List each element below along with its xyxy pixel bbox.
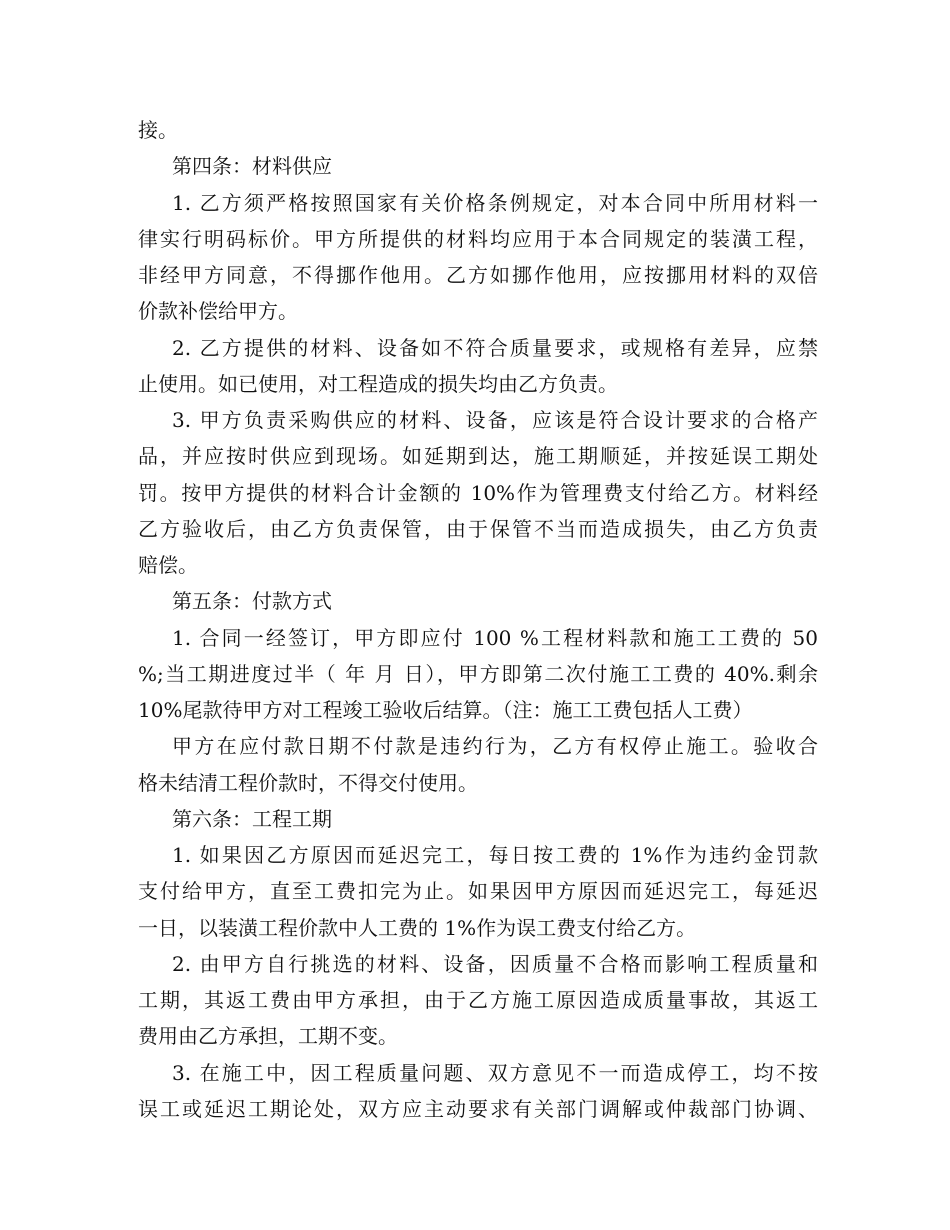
text-line: 支付给甲方，直至工费扣完为止。如果因甲方原因而延迟完工，每延迟 bbox=[138, 879, 818, 903]
text-line: 格未结清工程价款时，不得交付使用。 bbox=[138, 771, 478, 795]
text-line: 律实行明码标价。甲方所提供的材料均应用于本合同规定的装潢工程， bbox=[138, 227, 818, 251]
text-line: 10%尾款待甲方对工程竣工验收后结算。（注：施工工费包括人工费） bbox=[138, 698, 753, 722]
text-line: 1. 合同一经签订，甲方即应付 100 %工程材料款和施工工费的 50 bbox=[172, 626, 818, 650]
text-line: 3. 在施工中，因工程质量问题、双方意见不一而造成停工，均不按 bbox=[172, 1061, 818, 1085]
section-heading: 第六条：工程工期 bbox=[172, 807, 332, 831]
text-line: 接。 bbox=[138, 118, 178, 142]
text-line: 3. 甲方负责采购供应的材料、设备，应该是符合设计要求的合格产 bbox=[172, 408, 818, 432]
text-line: 乙方验收后，由乙方负责保管，由于保管不当而造成损失，由乙方负责 bbox=[138, 517, 818, 541]
text-line: 一日，以装潢工程价款中人工费的 1%作为误工费支付给乙方。 bbox=[138, 916, 697, 940]
text-line: 止使用。如已使用，对工程造成的损失均由乙方负责。 bbox=[138, 372, 618, 396]
text-line: 非经甲方同意，不得挪作他用。乙方如挪作他用，应按挪用材料的双倍 bbox=[138, 263, 818, 287]
text-line: 1. 如果因乙方原因而延迟完工，每日按工费的 1%作为违约金罚款 bbox=[172, 843, 818, 867]
text-line: 2. 由甲方自行挑选的材料、设备，因质量不合格而影响工程质量和 bbox=[172, 952, 818, 976]
text-line: 2. 乙方提供的材料、设备如不符合质量要求，或规格有差异，应禁 bbox=[172, 336, 818, 360]
text-line: 误工或延迟工期论处，双方应主动要求有关部门调解或仲裁部门协调、 bbox=[138, 1097, 818, 1121]
text-line: 价款补偿给甲方。 bbox=[138, 299, 298, 323]
text-line: 品，并应按时供应到现场。如延期到达，施工期顺延，并按延误工期处 bbox=[138, 444, 818, 468]
text-line: 赔偿。 bbox=[138, 553, 198, 577]
text-line: 工期，其返工费由甲方承担，由于乙方施工原因造成质量事故，其返工 bbox=[138, 988, 818, 1012]
section-heading: 第五条：付款方式 bbox=[172, 589, 332, 613]
text-line: 1. 乙方须严格按照国家有关价格条例规定，对本合同中所用材料一 bbox=[172, 191, 818, 215]
text-line: 罚。按甲方提供的材料合计金额的 10%作为管理费支付给乙方。材料经 bbox=[138, 481, 818, 505]
text-line: 甲方在应付款日期不付款是违约行为，乙方有权停止施工。验收合 bbox=[172, 734, 818, 758]
section-heading: 第四条：材料供应 bbox=[172, 154, 332, 178]
text-line: 费用由乙方承担，工期不变。 bbox=[138, 1024, 398, 1048]
text-line: %;当工期进度过半（ 年 月 日），甲方即第二次付施工工费的 40%.剩余 bbox=[138, 662, 818, 686]
